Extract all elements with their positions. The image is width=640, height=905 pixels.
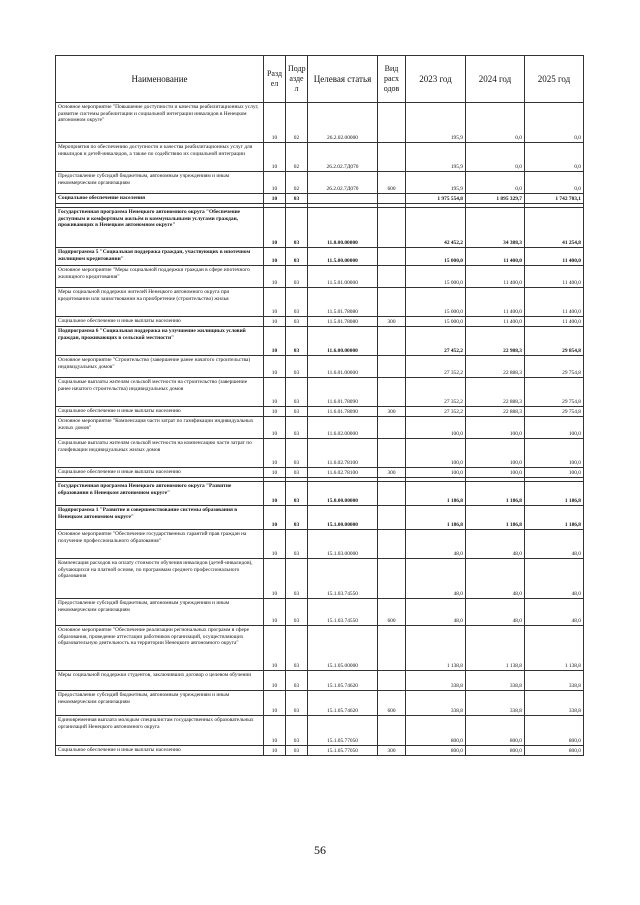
page-number: 56 — [314, 843, 326, 857]
cell-name: Основное мероприятие "Повышение доступности и качества реабилитационных услуг, развитие системы реабилитации и социальной интеграции инвалидов в Ненецком автономном округе" — [56, 103, 264, 143]
table-row — [56, 407, 584, 417]
table-row — [56, 716, 584, 746]
cell-podrazdel: 03 — [286, 506, 308, 530]
cell-year-2023: 800,0 — [406, 746, 466, 756]
cell-name: Меры социальной поддержки студентов, заключивших договор о целевом обучении — [56, 671, 264, 691]
cell-year-2025: 48,0 — [525, 559, 584, 599]
cell-target-article: 15.1.05.77050 — [308, 746, 378, 756]
cell-year-2024: 1 895 329,7 — [466, 194, 525, 204]
table-row — [56, 439, 584, 468]
table-row — [56, 288, 584, 317]
cell-year-2024: 1 186,8 — [466, 482, 525, 506]
table-row — [56, 248, 584, 266]
cell-expense-type: 600 — [378, 172, 406, 194]
cell-expense-type: 300 — [378, 407, 406, 417]
cell-expense-type — [378, 103, 406, 143]
cell-year-2024: 800,0 — [466, 716, 525, 746]
cell-year-2025: 100,0 — [525, 439, 584, 468]
header-year-2023: 2023 год — [406, 56, 466, 103]
cell-year-2023: 27 352,2 — [406, 378, 466, 407]
cell-razdel: 10 — [264, 103, 286, 143]
cell-target-article: 15.1.05.74620 — [308, 691, 378, 716]
cell-year-2024: 48,0 — [466, 530, 525, 559]
cell-year-2024: 22 988,3 — [466, 327, 525, 356]
table-body — [56, 103, 584, 756]
cell-target-article: 11.5.01.00000 — [308, 266, 378, 288]
cell-year-2025: 48,0 — [525, 530, 584, 559]
cell-year-2025: 100,0 — [525, 468, 584, 478]
cell-expense-type — [378, 378, 406, 407]
cell-year-2024: 22 888,3 — [466, 378, 525, 407]
cell-year-2025: 29 754,8 — [525, 407, 584, 417]
cell-podrazdel: 03 — [286, 356, 308, 378]
cell-target-article: 11.6.01.00000 — [308, 356, 378, 378]
table-row — [56, 327, 584, 356]
cell-name: Государственная программа Ненецкого автономного округа "Обеспечение доступным и комфортным жильём и коммунальными услугами граждан, проживающих в Ненецком автономном округе" — [56, 208, 264, 248]
cell-year-2024: 0,0 — [466, 172, 525, 194]
cell-year-2023: 800,0 — [406, 716, 466, 746]
table-row — [56, 506, 584, 530]
cell-year-2025: 29 854,8 — [525, 327, 584, 356]
cell-target-article: 15.1.05.74620 — [308, 671, 378, 691]
cell-expense-type — [378, 208, 406, 248]
cell-expense-type — [378, 143, 406, 172]
cell-year-2023: 195,9 — [406, 143, 466, 172]
cell-razdel: 10 — [264, 172, 286, 194]
cell-year-2025: 11 400,0 — [525, 288, 584, 317]
cell-razdel: 10 — [264, 407, 286, 417]
cell-razdel: 10 — [264, 626, 286, 671]
cell-podrazdel: 02 — [286, 103, 308, 143]
table-row — [56, 143, 584, 172]
table-row — [56, 378, 584, 407]
cell-year-2025: 29 754,8 — [525, 378, 584, 407]
cell-year-2024: 338,8 — [466, 671, 525, 691]
cell-podrazdel: 03 — [286, 407, 308, 417]
cell-year-2023: 27 352,2 — [406, 356, 466, 378]
cell-year-2023: 100,0 — [406, 439, 466, 468]
cell-razdel: 10 — [264, 417, 286, 439]
cell-year-2024: 48,0 — [466, 599, 525, 626]
cell-podrazdel: 03 — [286, 378, 308, 407]
cell-expense-type — [378, 482, 406, 506]
cell-target-article: 11.6.02.00000 — [308, 417, 378, 439]
cell-target-article: 26.2.02.7Д070 — [308, 143, 378, 172]
header-podrazdel: Подр азде л — [286, 56, 308, 103]
cell-razdel: 10 — [264, 506, 286, 530]
cell-razdel: 10 — [264, 194, 286, 204]
table-row — [56, 194, 584, 204]
cell-year-2025: 1 186,8 — [525, 482, 584, 506]
table-row — [56, 691, 584, 716]
cell-year-2023: 100,0 — [406, 417, 466, 439]
cell-year-2024: 100,0 — [466, 417, 525, 439]
cell-razdel: 10 — [264, 288, 286, 317]
cell-razdel: 10 — [264, 559, 286, 599]
header-year-2024: 2024 год — [466, 56, 525, 103]
cell-expense-type — [378, 248, 406, 266]
cell-razdel: 10 — [264, 248, 286, 266]
header-expense-type: Вид расх одов — [378, 56, 406, 103]
cell-year-2023: 42 452,2 — [406, 208, 466, 248]
cell-year-2024: 338,8 — [466, 691, 525, 716]
cell-podrazdel: 03 — [286, 671, 308, 691]
cell-year-2023: 195,9 — [406, 103, 466, 143]
table-row — [56, 103, 584, 143]
cell-podrazdel: 02 — [286, 143, 308, 172]
cell-name: Социальное обеспечение и иные выплаты населению — [56, 407, 264, 417]
cell-year-2024: 800,0 — [466, 746, 525, 756]
cell-razdel: 10 — [264, 468, 286, 478]
cell-year-2025: 0,0 — [525, 172, 584, 194]
cell-razdel: 10 — [264, 356, 286, 378]
cell-year-2024: 0,0 — [466, 143, 525, 172]
table-row — [56, 208, 584, 248]
cell-razdel: 10 — [264, 691, 286, 716]
cell-year-2024: 11 400,0 — [466, 317, 525, 327]
table-row — [56, 468, 584, 478]
cell-year-2023: 48,0 — [406, 559, 466, 599]
cell-razdel: 10 — [264, 266, 286, 288]
cell-expense-type — [378, 506, 406, 530]
cell-year-2024: 100,0 — [466, 468, 525, 478]
cell-razdel: 10 — [264, 143, 286, 172]
cell-target-article: 11.5.01.78080 — [308, 288, 378, 317]
cell-year-2025: 0,0 — [525, 143, 584, 172]
cell-name: Социальные выплаты жителям сельской местности на строительство (завершение ранее начатого строительства) индивидуальных домов — [56, 378, 264, 407]
cell-name: Основное мероприятие "Строительство (завершение ранее начатого строительства) индивидуальных домов" — [56, 356, 264, 378]
cell-podrazdel: 03 — [286, 626, 308, 671]
cell-podrazdel: 03 — [286, 266, 308, 288]
cell-expense-type: 300 — [378, 746, 406, 756]
cell-year-2023: 338,8 — [406, 691, 466, 716]
cell-expense-type — [378, 439, 406, 468]
cell-podrazdel: 03 — [286, 208, 308, 248]
cell-year-2023: 15 000,0 — [406, 266, 466, 288]
cell-year-2025: 1 138,8 — [525, 626, 584, 671]
cell-name: Мероприятия по обеспечению доступности и качества реабилитационных услуг для инвалидов и детей-инвалидов, а также по содействию их социальной интеграции — [56, 143, 264, 172]
cell-year-2024: 11 400,0 — [466, 248, 525, 266]
table-row — [56, 266, 584, 288]
cell-razdel: 10 — [264, 716, 286, 746]
cell-year-2025: 0,0 — [525, 103, 584, 143]
table-row — [56, 356, 584, 378]
cell-year-2024: 48,0 — [466, 559, 525, 599]
cell-year-2023: 338,8 — [406, 671, 466, 691]
table-header — [56, 56, 584, 103]
cell-expense-type — [378, 417, 406, 439]
cell-expense-type — [378, 266, 406, 288]
cell-razdel: 10 — [264, 482, 286, 506]
cell-name: Предоставление субсидий бюджетным, автономным учреждениям и иным некоммерческим организациям — [56, 599, 264, 626]
cell-razdel: 10 — [264, 530, 286, 559]
cell-target-article: 15.1.03.74550 — [308, 599, 378, 626]
cell-razdel: 10 — [264, 671, 286, 691]
table-row — [56, 671, 584, 691]
cell-target-article: 11.6.02.78100 — [308, 468, 378, 478]
cell-podrazdel: 03 — [286, 716, 308, 746]
cell-year-2024: 22 888,3 — [466, 407, 525, 417]
cell-podrazdel: 03 — [286, 746, 308, 756]
cell-expense-type: 600 — [378, 691, 406, 716]
cell-target-article: 11.6.02.78100 — [308, 439, 378, 468]
cell-expense-type — [378, 194, 406, 204]
cell-podrazdel: 03 — [286, 248, 308, 266]
cell-year-2024: 100,0 — [466, 439, 525, 468]
cell-year-2025: 800,0 — [525, 746, 584, 756]
cell-year-2023: 1 138,8 — [406, 626, 466, 671]
cell-year-2024: 11 400,0 — [466, 266, 525, 288]
cell-year-2023: 1 186,8 — [406, 506, 466, 530]
cell-podrazdel: 03 — [286, 417, 308, 439]
cell-year-2025: 41 254,8 — [525, 208, 584, 248]
cell-podrazdel: 03 — [286, 559, 308, 599]
cell-name: Предоставление субсидий бюджетным, автономным учреждениям и иным некоммерческим организациям — [56, 691, 264, 716]
cell-year-2024: 11 400,0 — [466, 288, 525, 317]
cell-podrazdel: 03 — [286, 327, 308, 356]
cell-name: Подпрограмма 1 "Развитие и совершенствование системы образования в Ненецком автономном округе" — [56, 506, 264, 530]
cell-podrazdel: 03 — [286, 468, 308, 478]
cell-target-article: 15.1.03.00000 — [308, 530, 378, 559]
cell-year-2023: 15 000,0 — [406, 288, 466, 317]
cell-year-2023: 195,9 — [406, 172, 466, 194]
table-row — [56, 626, 584, 671]
cell-razdel: 10 — [264, 208, 286, 248]
cell-expense-type: 600 — [378, 599, 406, 626]
cell-name: Государственная программа Ненецкого автономного округа "Развитие образования в Ненецком автономном округе" — [56, 482, 264, 506]
cell-target-article: 11.6.01.78090 — [308, 407, 378, 417]
cell-year-2024: 34 388,3 — [466, 208, 525, 248]
cell-podrazdel: 03 — [286, 439, 308, 468]
cell-target-article: 11.6.01.78090 — [308, 378, 378, 407]
cell-year-2023: 27 452,2 — [406, 327, 466, 356]
cell-name: Основное мероприятие "Обеспечение государственных гарантий прав граждан на получение профессионального образования" — [56, 530, 264, 559]
cell-podrazdel: 03 — [286, 691, 308, 716]
cell-expense-type: 300 — [378, 468, 406, 478]
table-row — [56, 530, 584, 559]
cell-name: Подпрограмма 6 "Социальная поддержка на улучшение жилищных условий граждан, проживающих в сельской местности" — [56, 327, 264, 356]
cell-year-2023: 48,0 — [406, 599, 466, 626]
cell-razdel: 10 — [264, 439, 286, 468]
cell-year-2025: 338,8 — [525, 671, 584, 691]
table-row — [56, 559, 584, 599]
cell-target-article: 26.2.02.00000 — [308, 103, 378, 143]
cell-name: Меры социальной поддержки жителей Ненецкого автономного округа при кредитовании или заимствовании на приобретение (строительство) жилья — [56, 288, 264, 317]
cell-target-article: 15.1.05.77050 — [308, 716, 378, 746]
cell-target-article: 15.0.00.00000 — [308, 482, 378, 506]
cell-razdel: 10 — [264, 746, 286, 756]
cell-expense-type — [378, 530, 406, 559]
cell-podrazdel: 03 — [286, 194, 308, 204]
cell-name: Социальное обеспечение и иные выплаты населению — [56, 746, 264, 756]
cell-target-article: 11.5.00.00000 — [308, 248, 378, 266]
cell-year-2024: 0,0 — [466, 103, 525, 143]
cell-year-2024: 1 138,8 — [466, 626, 525, 671]
cell-year-2025: 29 754,8 — [525, 356, 584, 378]
cell-target-article: 15.1.05.00000 — [308, 626, 378, 671]
cell-expense-type — [378, 356, 406, 378]
cell-year-2023: 27 352,2 — [406, 407, 466, 417]
cell-year-2025: 100,0 — [525, 417, 584, 439]
cell-podrazdel: 03 — [286, 530, 308, 559]
cell-name: Компенсация расходов на оплату стоимости обучения инвалидов (детей-инвалидов), обучающихся на платной основе, по программам среднего профессионального образования — [56, 559, 264, 599]
cell-target-article: 11.6.00.00000 — [308, 327, 378, 356]
cell-expense-type — [378, 327, 406, 356]
table-row — [56, 746, 584, 756]
cell-expense-type — [378, 716, 406, 746]
cell-name: Основное мероприятие "Обеспечение реализации региональных программ в сфере образования, проведение аттестации работников организаций, осуществляющих образовательную деятельность на территории Ненецкого автономного округа" — [56, 626, 264, 671]
cell-podrazdel: 03 — [286, 288, 308, 317]
cell-name: Социальное обеспечение населения — [56, 194, 264, 204]
cell-year-2025: 338,8 — [525, 691, 584, 716]
cell-podrazdel: 03 — [286, 599, 308, 626]
cell-razdel: 10 — [264, 317, 286, 327]
table-row — [56, 599, 584, 626]
table-row — [56, 317, 584, 327]
cell-name: Предоставление субсидий бюджетным, автономным учреждениям и иным некоммерческим организациям — [56, 172, 264, 194]
cell-podrazdel: 02 — [286, 172, 308, 194]
cell-podrazdel: 03 — [286, 317, 308, 327]
cell-name: Социальное обеспечение и иные выплаты населению — [56, 468, 264, 478]
cell-year-2025: 1 742 703,1 — [525, 194, 584, 204]
cell-razdel: 10 — [264, 327, 286, 356]
table-row — [56, 417, 584, 439]
cell-expense-type — [378, 288, 406, 317]
cell-expense-type — [378, 671, 406, 691]
cell-name: Основное мероприятие "Компенсация части затрат по газификации индивидуальных жилых домов" — [56, 417, 264, 439]
cell-expense-type — [378, 559, 406, 599]
cell-year-2025: 11 400,0 — [525, 317, 584, 327]
cell-expense-type — [378, 626, 406, 671]
cell-target-article: 15.1.00.00000 — [308, 506, 378, 530]
cell-year-2024: 1 186,8 — [466, 506, 525, 530]
cell-target-article: 11.0.00.00000 — [308, 208, 378, 248]
header-razdel: Разд ел — [264, 56, 286, 103]
table-row — [56, 482, 584, 506]
table-row — [56, 172, 584, 194]
cell-year-2023: 1 975 554,8 — [406, 194, 466, 204]
cell-year-2025: 1 186,8 — [525, 506, 584, 530]
cell-year-2024: 22 888,3 — [466, 356, 525, 378]
cell-target-article — [308, 194, 378, 204]
cell-year-2023: 48,0 — [406, 530, 466, 559]
cell-year-2023: 15 000,0 — [406, 317, 466, 327]
cell-year-2025: 11 400,0 — [525, 248, 584, 266]
cell-year-2023: 15 000,0 — [406, 248, 466, 266]
cell-target-article: 26.2.02.7Д070 — [308, 172, 378, 194]
cell-year-2025: 800,0 — [525, 716, 584, 746]
header-year-2025: 2025 год — [525, 56, 584, 103]
header-name: Наименование — [56, 56, 264, 103]
cell-target-article: 11.5.01.78080 — [308, 317, 378, 327]
cell-podrazdel: 03 — [286, 482, 308, 506]
cell-year-2023: 100,0 — [406, 468, 466, 478]
cell-year-2025: 48,0 — [525, 599, 584, 626]
cell-razdel: 10 — [264, 599, 286, 626]
cell-target-article: 15.1.03.74550 — [308, 559, 378, 599]
cell-year-2025: 11 400,0 — [525, 266, 584, 288]
cell-name: Единовременная выплата молодым специалистам государственных образовательных организаций Ненецкого автономного округа — [56, 716, 264, 746]
cell-name: Подпрограмма 5 "Социальная поддержка граждан, участвующих в ипотечном жилищном кредитовании" — [56, 248, 264, 266]
cell-name: Основное мероприятие "Меры социальной поддержки граждан в сфере ипотечного жилищного кредитования" — [56, 266, 264, 288]
budget-table — [55, 55, 584, 756]
cell-expense-type: 300 — [378, 317, 406, 327]
cell-year-2023: 1 186,8 — [406, 482, 466, 506]
cell-name: Социальное обеспечение и иные выплаты населению — [56, 317, 264, 327]
cell-razdel: 10 — [264, 378, 286, 407]
cell-name: Социальные выплаты жителям сельской местности на компенсацию части затрат по газификации индивидуальных жилых домов — [56, 439, 264, 468]
header-target-article: Целевая статья — [308, 56, 378, 103]
